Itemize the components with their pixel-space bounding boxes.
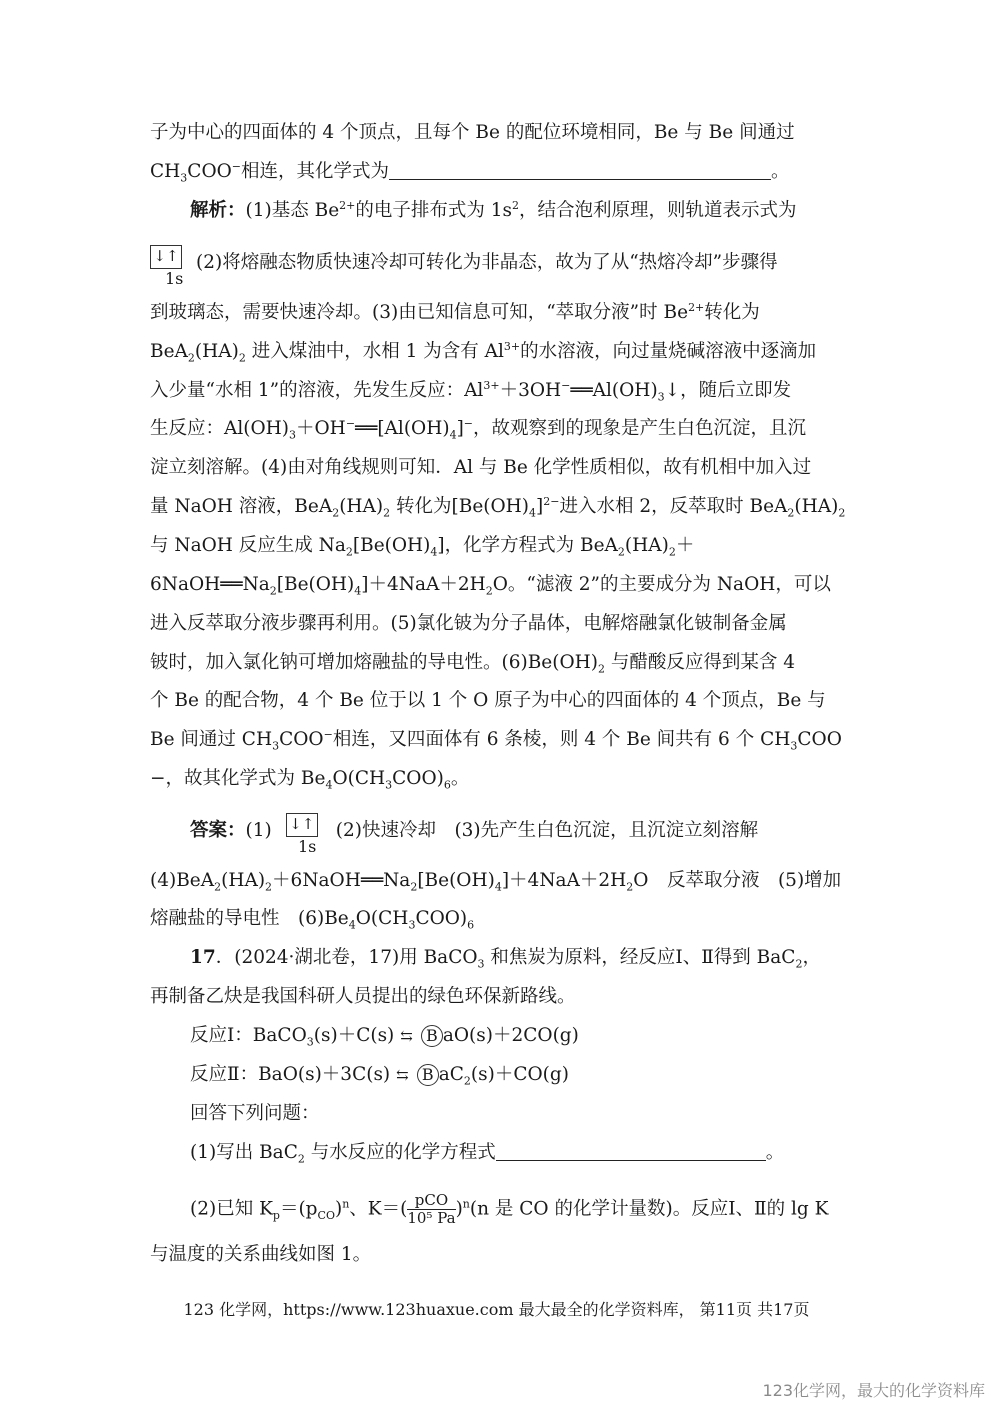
answer-line: $(4)BeA_2(HA)_2+6NaOH══Na_2[Be(OH)_4]+4NaA+2H_2O$ 反萃取分液 (5)增加 <box>150 870 842 894</box>
question-line: (2)已知 $K_p=(p_{CO})^n$、K＝( $\frac{\text{pCO}}{\text{10⁵ Pa}}$ )$^n$(n 是 CO 的化学计量数)。反应Ⅰ、Ⅱ的 lg K <box>190 1191 829 1227</box>
analysis-line: $BeA_2(HA)_2$ 进入煤油中，水相 1 为含有 $Al^{3+}$的水溶液，向过量烧碱溶液中逐滴加 <box>150 339 817 365</box>
circled-letter: B <box>421 1025 443 1047</box>
orbital-label: 1s <box>165 269 184 288</box>
text-line: 子为中心的四面体的 4 个顶点，且每个 Be 的配位环境相同，Be 与 Be 间通过 <box>150 122 795 143</box>
analysis-line: Be 间通过 $CH_3COO^-$相连，又四面体有 6 条棱，则 4 个 Be 间共有 6 个 $CH_3COO$ <box>150 727 842 753</box>
analysis-line: 进入反萃取分液步骤再利用。(5)氯化铍为分子晶体，电解熔融氯化铍制备金属 <box>150 613 787 634</box>
analysis-line: 个 Be 的配合物，4 个 Be 位于以 1 个 O 原子为中心的四面体的 4 个顶点，Be 与 <box>150 690 826 711</box>
analysis-line: 量 NaOH 溶液，$BeA_2(HA)_2$ 转化为$[Be(OH)_4]^{2-}$进入水相 2，反萃取时 $BeA_2(HA)_2$ <box>150 494 846 520</box>
orbital-box: ↓↑ <box>150 245 182 269</box>
orbital-label: 1s <box>298 837 317 856</box>
equilibrium-arrow-icon: ⇆ <box>396 1066 409 1084</box>
analysis-line: 铍时，加入氯化钠可增加熔融盐的导电性。$(6)Be(OH)_2$ 与醋酸反应得到某含 4 <box>150 652 796 676</box>
analysis-line: $6NaOH══Na_2[Be(OH)_4]+4NaA+2H_2O$。“滤液 2”的主要成分为 NaOH，可以 <box>150 574 831 598</box>
analysis-line: 淀立刻溶解。(4)由对角线规则可知．Al 与 Be 化学性质相似，故有机相中加入过 <box>150 457 812 478</box>
analysis-line: 解析：(1)基态 $Be^{2+}$的电子排布式为 $1s^2$，结合泡利原理，则轨道表示式为 <box>190 198 797 221</box>
analysis-line: −，故其化学式为 $Be_4O(CH_3COO)_6$。 <box>150 768 470 792</box>
analysis-line: 生反应：$Al(OH)_3+OH^-══[Al(OH)_4]^-$，故观察到的现象是产生白色沉淀，且沉 <box>150 416 807 442</box>
analysis-line: ↓↑ (2)将熔融态物质快速冷却可转化为非晶态，故为了从“热熔冷却”步骤得 <box>150 250 778 276</box>
text-line: $CH_3COO^-$相连，其化学式为 。 <box>150 159 790 185</box>
fraction: $\frac{\text{pCO}}{\text{10⁵ Pa}}$ <box>407 1191 456 1227</box>
answer-blank <box>496 1142 766 1161</box>
equilibrium-arrow-icon: ⇆ <box>400 1027 413 1045</box>
question-line: 回答下列问题： <box>190 1103 320 1124</box>
reaction-1: 反应Ⅰ：BaCO$_3$(s)＋C(s) ⇆ B aO(s)＋2CO(g) <box>190 1025 579 1049</box>
analysis-line: 到玻璃态，需要快速冷却。(3)由已知信息可知，“萃取分液”时 $Be^{2+}$转化为 <box>150 300 760 323</box>
answer-label: 答案： <box>190 820 246 841</box>
analysis-line: 与 NaOH 反应生成 $Na_2[Be(OH)_4]$，化学方程式为 $BeA_2(HA)_2+$ <box>150 535 695 559</box>
answer-line: 熔融盐的导电性 $(6)Be_4O(CH_3COO)_6$ <box>150 908 475 932</box>
analysis-line: 入少量“水相 1”的溶液，先发生反应：$Al^{3+}+3OH^-══Al(OH)_3↓$，随后立即发 <box>150 378 792 404</box>
watermark: 123化学网，最大的化学资料库 <box>762 1381 985 1400</box>
circled-letter: B <box>417 1064 439 1086</box>
question-line: (1)写出 BaC$_2$ 与水反应的化学方程式 。 <box>190 1142 785 1166</box>
orbital-box: ↓↑ <box>286 813 318 837</box>
question-number: 17 <box>190 947 216 968</box>
question-line: 17．(2024·湖北卷，17)用 BaCO$_3$ 和焦炭为原料，经反应Ⅰ、Ⅱ得到 BaC$_2$， <box>190 947 821 971</box>
page-footer: 123 化学网，https://www.123huaxue.com 最大最全的化学资料库， 第11页 共17页 <box>183 1300 810 1319</box>
answer-line: 答案：(1) ↓↑ (2)快速冷却 (3)先产生白色沉淀，且沉淀立刻溶解 <box>190 815 759 841</box>
answer-blank <box>389 161 771 180</box>
question-line: 与温度的关系曲线如图 1。 <box>150 1244 372 1265</box>
analysis-label: 解析： <box>190 200 246 221</box>
question-line: 再制备乙炔是我国科研人员提出的绿色环保新路线。 <box>150 986 576 1007</box>
reaction-2: 反应Ⅱ：BaO(s)＋3C(s) ⇆ B $aC_2(s)+CO(g)$ <box>190 1064 569 1088</box>
